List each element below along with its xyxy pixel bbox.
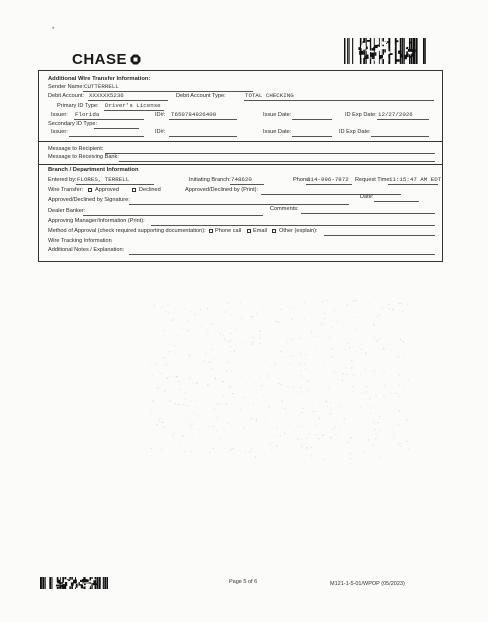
secondary-id-line — [169, 136, 237, 137]
approving-manager-line — [151, 225, 435, 226]
primary-id-value: T650784926400 — [171, 111, 217, 118]
additional-notes-label: Additional Notes / Explanation: — [48, 247, 125, 253]
secondary-exp-date-label: ID Exp Date: — [339, 129, 371, 135]
method-other-label: Other (explain): — [279, 228, 318, 234]
wire-tracking-label: Wire Tracking Information — [48, 238, 112, 244]
primary-id-line — [169, 119, 237, 120]
secondary-id-type-label: Secondary ID Type: — [48, 121, 98, 127]
sender-label: Sender Name: — [48, 84, 85, 90]
approved-by-signature-label: Approved/Declined by Signature: — [48, 197, 130, 203]
primary-exp-date-label: ID Exp Date: — [345, 112, 377, 118]
comments-label: Comments: — [270, 206, 299, 212]
wire-info-form — [38, 70, 443, 262]
entered-by-line — [76, 184, 154, 185]
declined-label: Declined — [139, 187, 161, 193]
sender-value: CUTTERRELL — [84, 83, 119, 90]
method-email-label: Email — [253, 228, 267, 234]
form-code: M121-1-5-01/WPOP (05/2023) — [330, 581, 405, 587]
primary-exp-date-value: 12/27/2026 — [378, 111, 413, 118]
chase-octagon-icon — [130, 54, 141, 65]
debit-type-line — [244, 100, 434, 101]
phone-label: Phone: — [293, 177, 311, 183]
primary-exp-date-line — [377, 119, 429, 120]
method-other-line — [324, 235, 435, 236]
approved-by-print-line — [261, 194, 401, 195]
debit-account-label: Debit Account: — [48, 93, 85, 99]
barcode-bottom — [40, 577, 108, 589]
initiating-branch-line — [230, 184, 264, 185]
date-line — [374, 201, 419, 202]
declined-checkbox[interactable] — [132, 188, 136, 192]
branch-title: Branch / Department Information — [48, 167, 139, 173]
approved-label: Approved — [95, 187, 119, 193]
primary-issue-date-label: Issue Date: — [263, 112, 292, 118]
method-other-checkbox[interactable] — [272, 229, 276, 233]
dealer-banker-label: Dealer Banker: — [48, 208, 86, 214]
primary-id-type-value: Driver's License — [105, 102, 161, 109]
entered-by-label: Entered by: — [48, 177, 77, 183]
secondary-issuer-line — [69, 136, 144, 137]
debit-account-value: XXXXXX5236 — [89, 92, 124, 99]
secondary-exp-date-line — [371, 136, 429, 137]
section-divider-1 — [39, 141, 442, 142]
message-bank-line — [119, 161, 435, 162]
message-recipient-label: Message to Recipient: — [48, 146, 104, 152]
request-time-label: Request Time: — [355, 177, 392, 183]
message-bank-label: Message to Receiving Bank: — [48, 154, 119, 160]
primary-issuer-value: Florida — [75, 111, 100, 118]
page-number: Page 5 of 6 — [229, 579, 258, 585]
wire-transfer-label: Wire Transfer: — [48, 187, 84, 193]
approved-by-print-label: Approved/Declined by (Print): — [185, 187, 259, 193]
initiating-branch-value: 748620 — [231, 176, 252, 183]
approved-by-signature-line — [129, 204, 349, 205]
comments-line — [301, 213, 435, 214]
debit-account-line — [88, 100, 168, 101]
corner-mark: * — [52, 27, 55, 33]
secondary-id-type-line — [94, 128, 139, 129]
section-divider-2 — [39, 164, 442, 165]
phone-line — [306, 184, 352, 185]
dealer-banker-line — [83, 215, 263, 216]
primary-issue-date-line — [292, 119, 332, 120]
primary-issuer-label: Issuer: — [51, 112, 68, 118]
request-time-line — [388, 184, 438, 185]
method-phone-checkbox[interactable] — [209, 229, 213, 233]
secondary-issue-date-line — [292, 136, 332, 137]
approving-manager-label: Approving Manager/Information (Print): — [48, 218, 145, 224]
primary-id-label: ID#: — [155, 112, 166, 118]
primary-id-type-label: Primary ID Type: — [57, 103, 99, 109]
primary-issuer-line — [74, 119, 144, 120]
additional-notes-line — [129, 254, 435, 255]
initiating-branch-label: Initiating Branch: — [189, 177, 231, 183]
debit-type-label: Debit Account Type: — [176, 93, 226, 99]
barcode-top — [344, 38, 426, 64]
method-label: Method of Approval (check required supporting documentation): — [48, 228, 206, 234]
request-time-value: 11:15:47 AM EDT — [389, 176, 442, 183]
message-recipient-line — [105, 153, 435, 154]
secondary-id-label: ID#: — [155, 129, 166, 135]
approved-checkbox[interactable] — [88, 188, 92, 192]
wire-info-title: Additional Wire Transfer Information: — [48, 76, 151, 82]
entered-by-value: FLORES, TERRELL — [77, 176, 130, 183]
brand-name: CHASE — [72, 51, 128, 68]
method-phone-label: Phone call — [215, 228, 242, 234]
scan-noise — [150, 300, 410, 460]
method-email-checkbox[interactable] — [247, 229, 251, 233]
primary-id-type-line — [104, 110, 164, 111]
chase-logo — [72, 51, 141, 68]
date-label: Date: — [360, 194, 374, 200]
secondary-issuer-label: Issuer: — [51, 129, 68, 135]
phone-value: 314-996-7872 — [307, 176, 349, 183]
debit-type-value: TOTAL CHECKING — [245, 92, 294, 99]
secondary-issue-date-label: Issue Date: — [263, 129, 292, 135]
